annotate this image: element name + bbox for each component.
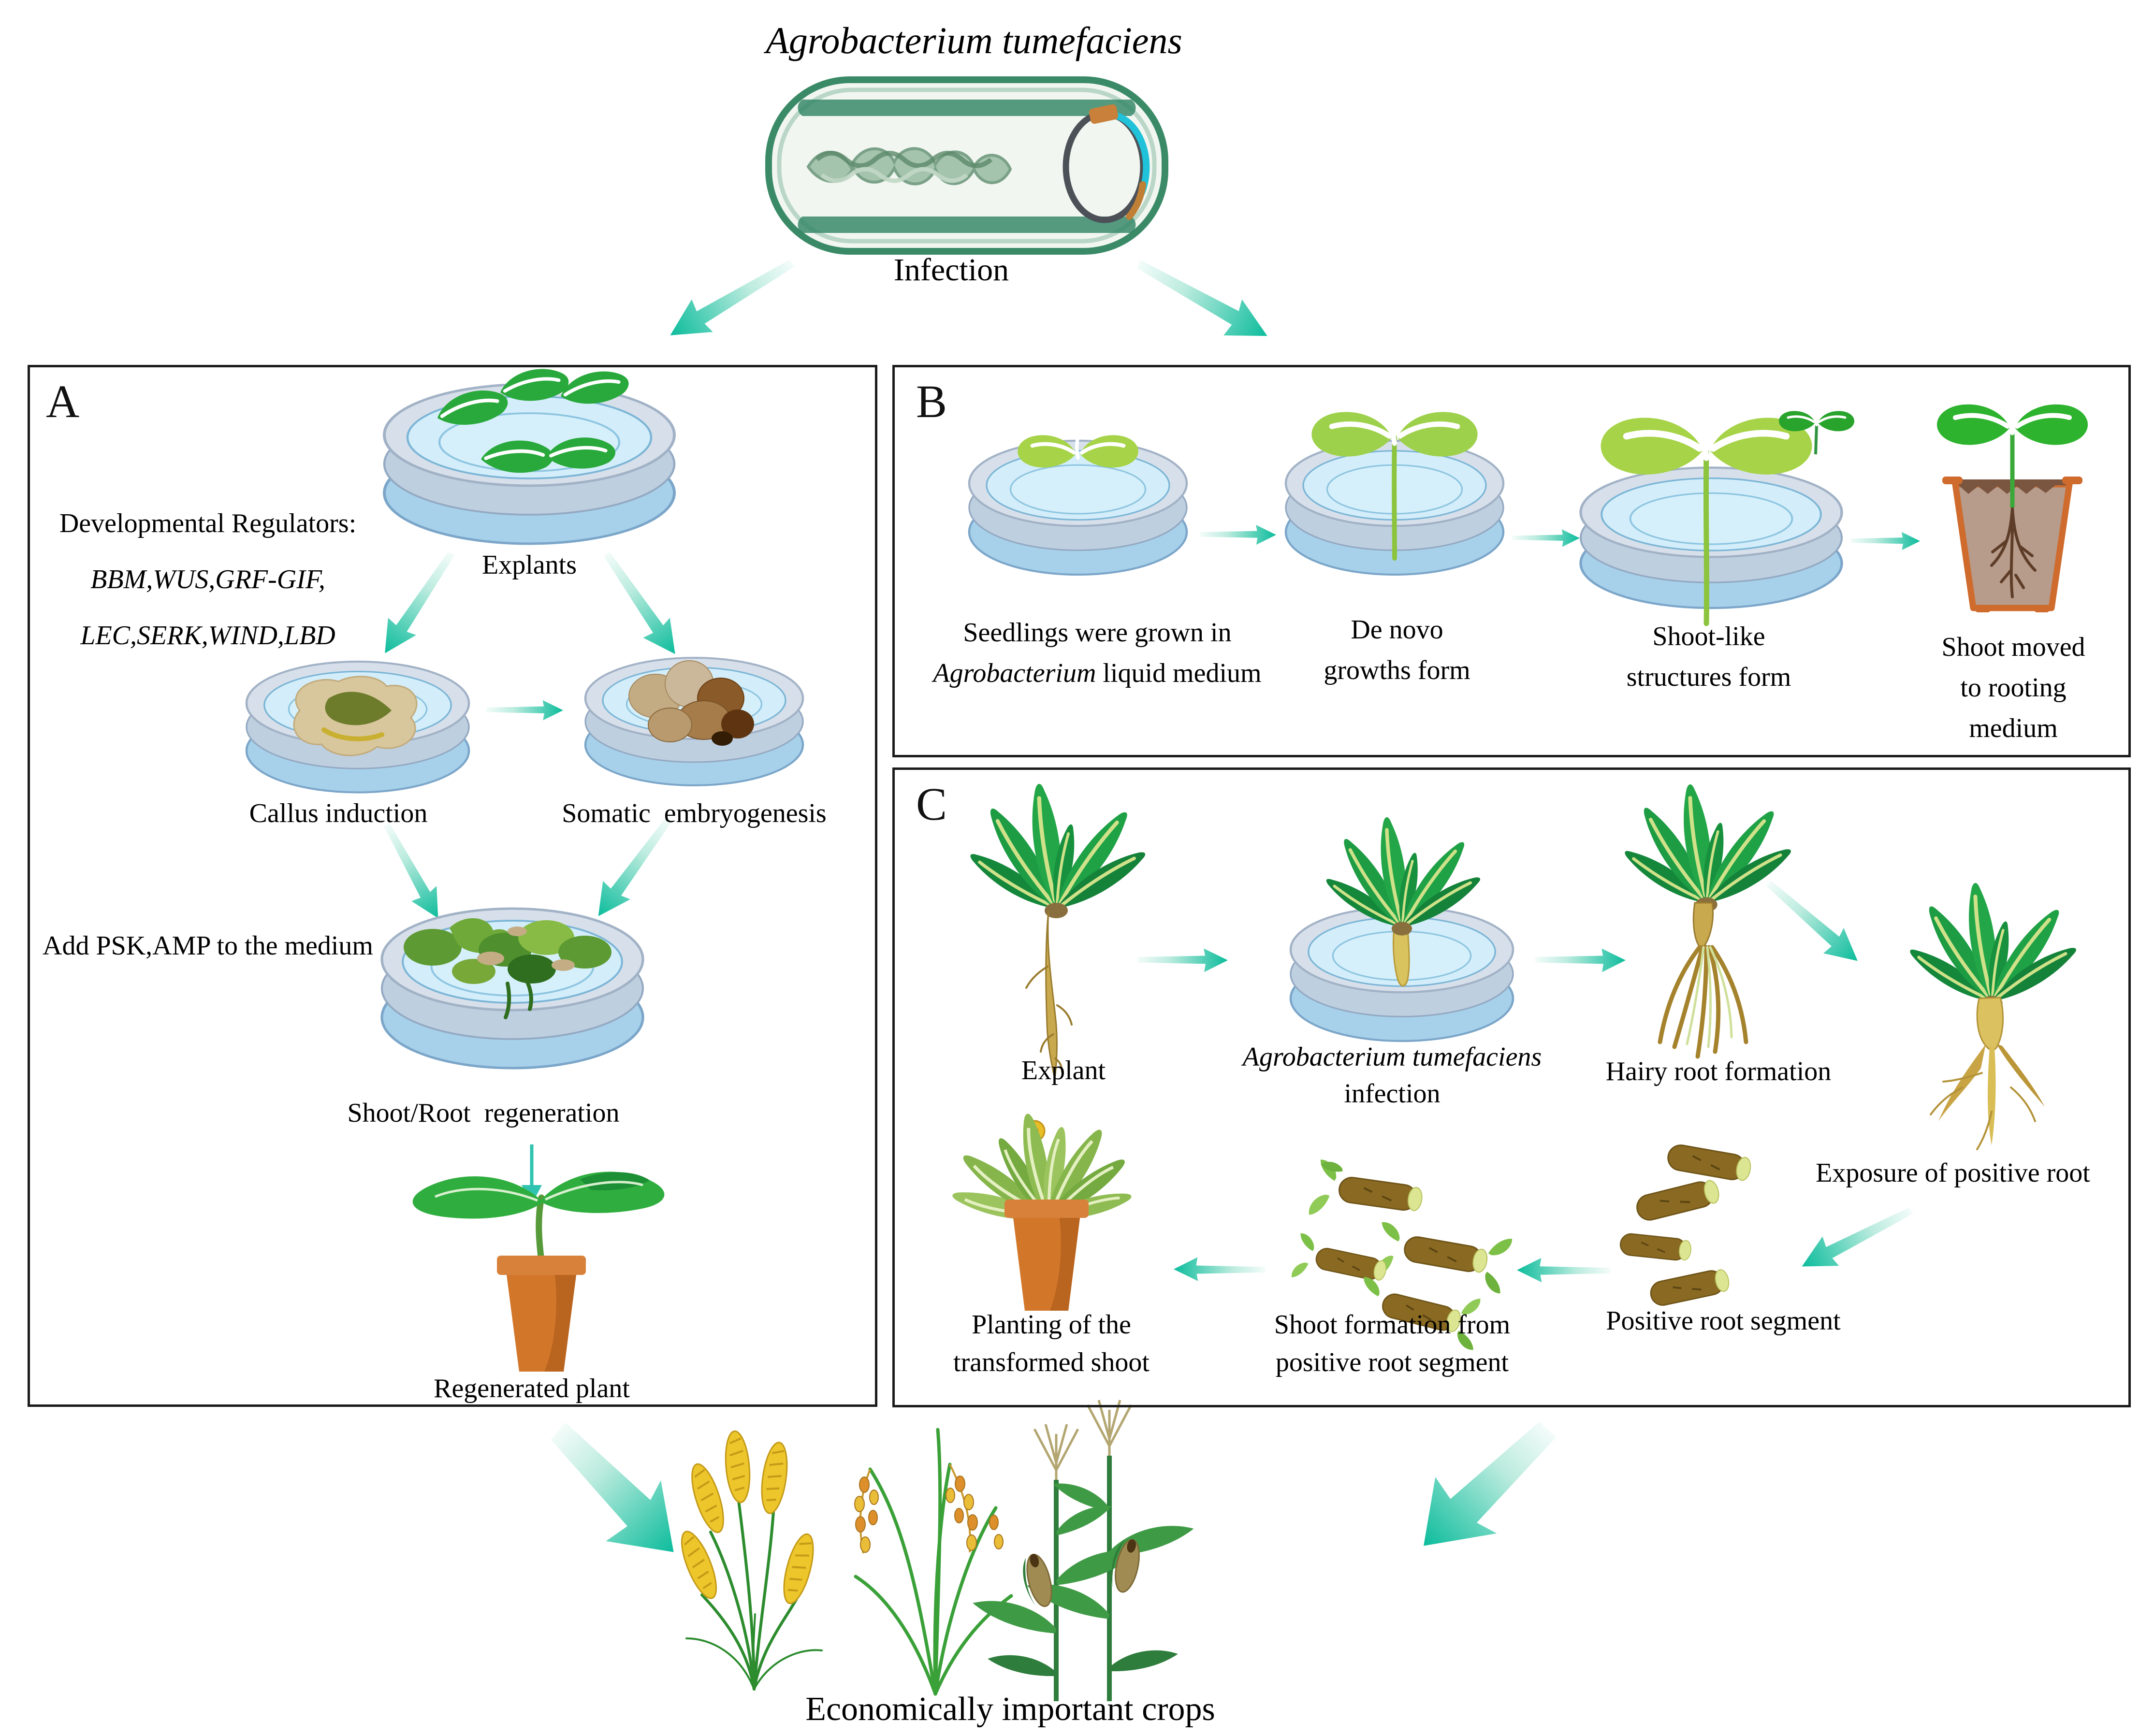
c-planting-line2: transformed shoot [953,1347,1150,1377]
b-step1-line1: Seedlings were grown in [963,618,1232,648]
arrow-infection-left [660,246,802,352]
crops-caption: Economically important crops [805,1691,1215,1728]
regenerated-label: Regenerated plant [434,1374,630,1403]
psk-label: Add PSK,AMP to the medium [43,931,373,961]
dev-regulators-genes-1: BBM,WUS,GRF-GIF, [90,564,325,594]
rice-plant [855,1430,1011,1694]
b-step1-line2 [933,658,1261,689]
c-planting-line1: Planting of the [972,1310,1131,1340]
rice-grains [855,1476,1003,1552]
c-exposure-label: Exposure of positive root [1816,1158,2090,1188]
panel-b-frame [892,365,2131,757]
arrow-infection-right [1128,247,1277,354]
explants-label: Explants [482,550,577,580]
panel-b-letter: B [916,376,947,427]
b-step4-line2: to rooting [1960,673,2067,703]
b-step3-line2: structures form [1626,662,1791,692]
c-infection-line1: Agrobacterium tumefaciens [1242,1042,1542,1072]
b-step2-line1: De novo [1351,615,1443,645]
b-step1-rest: liquid medium [1096,658,1262,688]
arrow-to-crops-right [1395,1397,1576,1576]
c-infection-line2: infection [1344,1079,1441,1109]
shoot-root-label: Shoot/Root regeneration [347,1098,620,1128]
arrow-to-crops-left [526,1403,703,1580]
infection-label: Infection [893,252,1009,288]
panel-c-letter: C [916,778,947,830]
c-hairy-label: Hairy root formation [1605,1056,1832,1086]
dev-regulators-title: Developmental Regulators: [59,508,357,538]
b-step4-line3: medium [1969,713,2058,743]
maize-plant [970,1400,1196,1701]
b-step2-line2: growths form [1324,655,1470,685]
somatic-label: Somatic embryogenesis [562,798,827,828]
b-step3-line1: Shoot-like [1652,622,1765,651]
dev-regulators-genes-2: LEC,SERK,WIND,LBD [80,621,335,651]
panel-a-letter: A [46,376,80,427]
c-segment-label: Positive root segment [1606,1306,1841,1336]
c-shoot-formation-line1: Shoot formation from [1274,1310,1511,1340]
figure-title: Agrobacterium tumefaciens [766,19,1182,61]
b-step1-genus: Agrobacterium [933,658,1096,688]
callus-label: Callus induction [249,798,428,828]
bacterium-illustration [769,80,1165,251]
c-shoot-formation-line2: positive root segment [1275,1347,1509,1377]
b-step4-line1: Shoot moved [1941,632,2085,662]
c-explant-label: Explant [1021,1056,1106,1085]
